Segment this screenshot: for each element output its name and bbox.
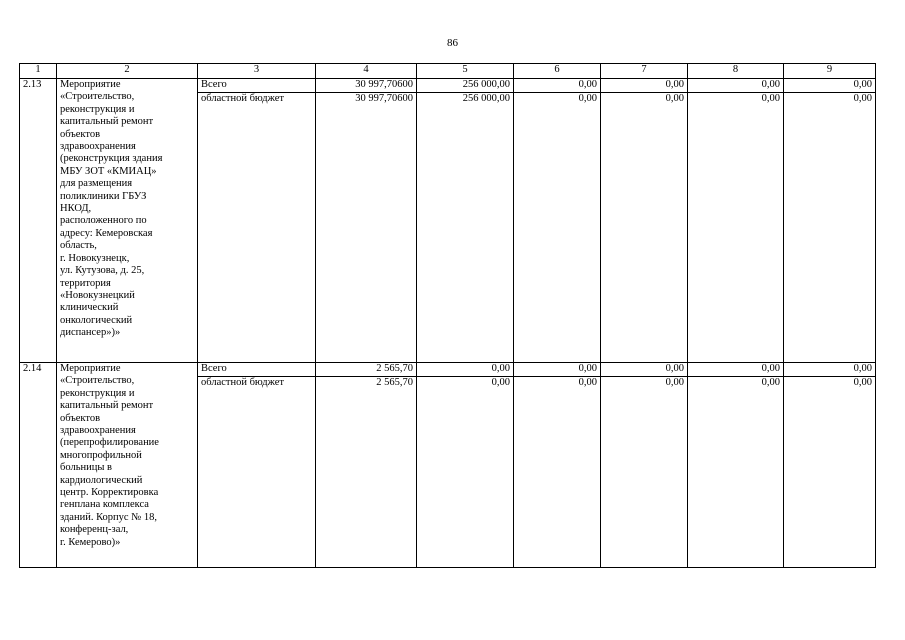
funding-source: областной бюджет — [198, 93, 316, 363]
description-line: адресу: Кемеровская — [60, 227, 153, 239]
description-line: (перепрофилирование — [60, 437, 159, 449]
header-cell: 4 — [316, 64, 417, 79]
description-line: капитальный ремонт — [60, 400, 154, 412]
description-line: здравоохранения — [60, 425, 136, 437]
amount-cell: 0,00 — [601, 79, 688, 93]
page-number: 86 — [447, 37, 458, 49]
description-line: расположенного по — [60, 215, 147, 227]
description-line: многопрофильной — [60, 449, 142, 461]
amount-cell: 0,00 — [688, 79, 784, 93]
amount-cell: 256 000,00 — [417, 79, 514, 93]
funding-source: Всего — [198, 363, 316, 377]
row-description — [57, 79, 198, 363]
description-line: больницы в — [60, 462, 112, 474]
amount-cell: 0,00 — [514, 93, 601, 363]
description-line: область, — [60, 240, 97, 252]
amount-cell: 30 997,70600 — [316, 93, 417, 363]
row-description — [57, 363, 198, 568]
amount-cell: 0,00 — [688, 377, 784, 568]
header-row — [20, 64, 876, 79]
description-line: здравоохранения — [60, 141, 136, 153]
description-line: Мероприятие — [60, 79, 121, 90]
description-line: клинический — [60, 302, 119, 314]
amount-cell: 0,00 — [514, 363, 601, 377]
funding-source: Всего — [198, 79, 316, 93]
description-line: центр. Корректировка — [60, 487, 159, 499]
amount-cell: 0,00 — [601, 93, 688, 363]
amount-cell: 0,00 — [784, 93, 876, 363]
header-cell: 2 — [57, 64, 198, 79]
amount-cell: 0,00 — [784, 363, 876, 377]
amount-cell: 2 565,70 — [316, 363, 417, 377]
header-cell: 7 — [601, 64, 688, 79]
amount-cell: 0,00 — [417, 377, 514, 568]
description-line: капитальный ремонт — [60, 116, 154, 128]
header-cell: 6 — [514, 64, 601, 79]
description-line: (реконструкция здания — [60, 153, 163, 165]
description-line: Мероприятие — [60, 363, 121, 374]
table-row — [20, 79, 876, 93]
description-line: онкологический — [60, 314, 133, 326]
row-code: 2.14 — [20, 363, 57, 568]
amount-cell: 0,00 — [688, 363, 784, 377]
description-line: МБУ ЗОТ «КМИАЦ» — [60, 165, 157, 177]
description-line: НКОД, — [60, 203, 92, 215]
description-line: «Новокузнецкий — [60, 289, 135, 301]
amount-cell: 30 997,70600 — [316, 79, 417, 93]
description-line: «Строительство, — [60, 375, 135, 387]
amount-cell: 256 000,00 — [417, 93, 514, 363]
header-cell: 9 — [784, 64, 876, 79]
description-line: конференц-зал, — [60, 524, 129, 536]
amount-cell: 2 565,70 — [316, 377, 417, 568]
header-cell: 3 — [198, 64, 316, 79]
amount-cell: 0,00 — [601, 377, 688, 568]
description-line: поликлиники ГБУЗ — [60, 190, 147, 202]
description-line: реконструкция и — [60, 387, 135, 399]
description-line: кардиологический — [60, 474, 143, 486]
header-cell: 8 — [688, 64, 784, 79]
header-cell: 1 — [20, 64, 57, 79]
amount-cell: 0,00 — [688, 93, 784, 363]
description-line: зданий. Корпус № 18, — [60, 511, 157, 523]
amount-cell: 0,00 — [514, 377, 601, 568]
amount-cell: 0,00 — [417, 363, 514, 377]
description-line: г. Новокузнецк, — [60, 252, 130, 264]
amount-cell: 0,00 — [784, 79, 876, 93]
description-line: г. Кемерово)» — [60, 536, 121, 548]
amount-cell: 0,00 — [784, 377, 876, 568]
description-line: «Строительство, — [60, 91, 135, 103]
row-code: 2.13 — [20, 79, 57, 363]
description-line: для размещения — [60, 178, 133, 190]
funding-source: областной бюджет — [198, 377, 316, 568]
description-line: реконструкция и — [60, 103, 135, 115]
description-line: ул. Кутузова, д. 25, — [60, 265, 145, 277]
description-line: объектов — [60, 128, 101, 140]
description-line: генплана комплекса — [60, 499, 149, 511]
description-line: диспансер»)» — [60, 327, 121, 339]
description-line: территория — [60, 277, 111, 289]
amount-cell: 0,00 — [601, 363, 688, 377]
table-row — [20, 363, 876, 377]
description-line: объектов — [60, 412, 101, 424]
amount-cell: 0,00 — [514, 79, 601, 93]
header-cell: 5 — [417, 64, 514, 79]
budget-table — [19, 63, 876, 568]
